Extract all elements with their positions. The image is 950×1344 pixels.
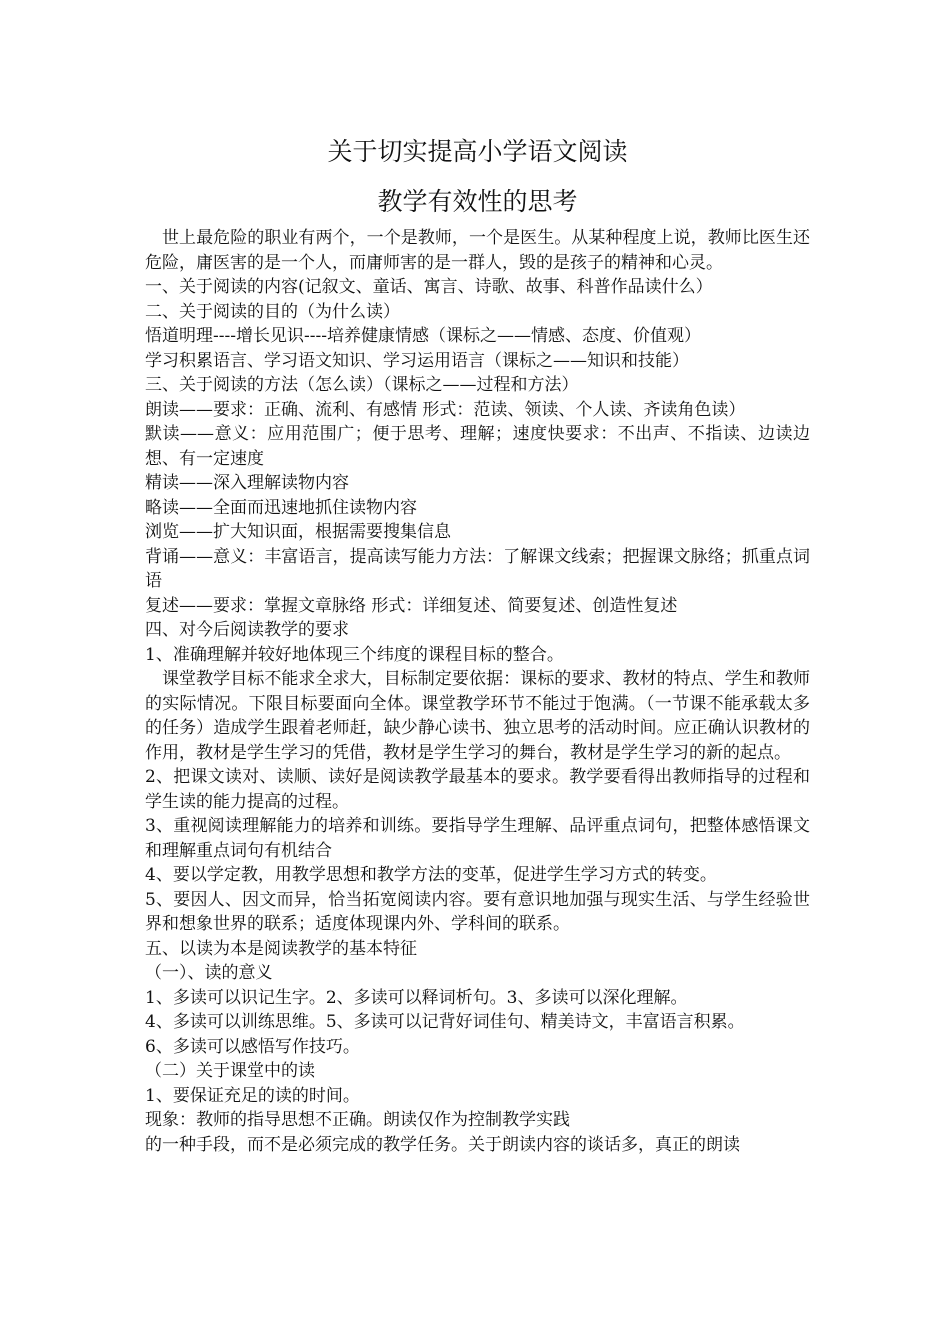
- method-reading-aloud: 朗读——要求：正确、流利、有感情 形式：范读、领读、个人读、齐读角色读）: [145, 399, 746, 420]
- reading-benefits-1: 1、多读可以识记生字。2、多读可以释词析句。3、多读可以深化理解。: [145, 987, 688, 1008]
- subsection-heading-1: （一）、读的意义: [145, 963, 273, 983]
- phenomenon-line: 现象：教师的指导思想不正确。朗读仅作为控制教学实践: [145, 1110, 570, 1130]
- document-title-line-2: 教学有效性的思考: [377, 187, 578, 216]
- method-skimming: 略读——全面而迅速地抓住读物内容: [145, 497, 417, 518]
- document-title-line-1: 关于切实提高小学语文阅读: [327, 137, 628, 166]
- section-heading-3: 三、关于阅读的方法（怎么读）（课标之——过程和方法）: [145, 375, 579, 395]
- method-recitation: 背诵——意义：丰富语言，提高读写能力方法：了解课文线索；把握课文脉络；抓重点词语: [145, 546, 810, 591]
- section-heading-4: 四、对今后阅读教学的要求: [145, 620, 349, 640]
- requirement-4: 4、要以学定教，用教学思想和教学方法的变革，促进学生学习方式的转变。: [145, 865, 717, 885]
- requirement-1-detail: 课堂教学目标不能求全求大，目标制定要依据：课标的要求、教材的特点、学生和教师的实际情况。下限目标要面向全体。课堂教学环节不能过于饱满。（一节课不能承载太多的任务）造成学生跟着老师赶，缺少静心读书、独立思考的活动时间。应正确认识教材的作用，教材是学生学习的凭借，教材是学生学习的舞台，教材是学生学习的新的起点。: [145, 669, 810, 763]
- section-heading-5: 五、以读为本是阅读教学的基本特征: [145, 938, 417, 959]
- phenomenon-continued: 的一种手段，而不是必须完成的教学任务。关于朗读内容的谈话多，真正的朗读: [145, 1134, 740, 1155]
- requirement-2: 2、把课文读对、读顺、读好是阅读教学最基本的要求。教学要看得出教师指导的过程和学生读的能力提高的过程。: [145, 767, 810, 812]
- document-page: [145, 130, 810, 1157]
- method-silent-reading: 默读——意义：应用范围广；便于思考、理解；速度快要求：不出声、不指读、边读边想、有一定速度: [145, 424, 810, 469]
- purpose-line-2: 学习积累语言、学习语文知识、学习运用语言（课标之——知识和技能）: [145, 350, 689, 371]
- method-intensive-reading: 精读——深入理解读物内容: [145, 473, 349, 493]
- subsection-heading-2: （二）关于课堂中的读: [145, 1061, 315, 1081]
- requirement-1: 1、准确理解并较好地体现三个纬度的课程目标的整合。: [145, 644, 564, 665]
- intro-paragraph: 世上最危险的职业有两个，一个是教师，一个是医生。从某种程度上说，教师比医生还危险，庸医害的是一个人，而庸师害的是一群人，毁的是孩子的精神和心灵。: [145, 228, 810, 273]
- classroom-reading-1: 1、要保证充足的读的时间。: [145, 1085, 360, 1106]
- requirement-5: 5、要因人、因文而异，恰当拓宽阅读内容。要有意识地加强与现实生活、与学生经验世界和想象世界的联系；适度体现课内外、学科间的联系。: [145, 889, 810, 934]
- section-heading-2: 二、关于阅读的目的（为什么读）: [145, 301, 400, 322]
- reading-benefits-3: 6、多读可以感悟写作技巧。: [145, 1036, 360, 1057]
- reading-benefits-2: 4、多读可以训练思维。5、多读可以记背好词佳句、精美诗文，丰富语言积累。: [145, 1012, 745, 1032]
- requirement-3: 3、重视阅读理解能力的培养和训练。要指导学生理解、品评重点词句，把整体感悟课文和理解重点词句有机结合: [145, 816, 810, 861]
- method-retelling: 复述——要求：掌握文章脉络 形式：详细复述、简要复述、创造性复述: [145, 595, 678, 616]
- method-browsing: 浏览——扩大知识面，根据需要搜集信息: [145, 522, 451, 542]
- purpose-line-1: 悟道明理----增长见识----培养健康情感（课标之——情感、态度、价值观）: [145, 326, 701, 346]
- section-heading-1: 一、关于阅读的内容(记叙文、童话、寓言、诗歌、故事、科普作品读什么）: [145, 277, 713, 297]
